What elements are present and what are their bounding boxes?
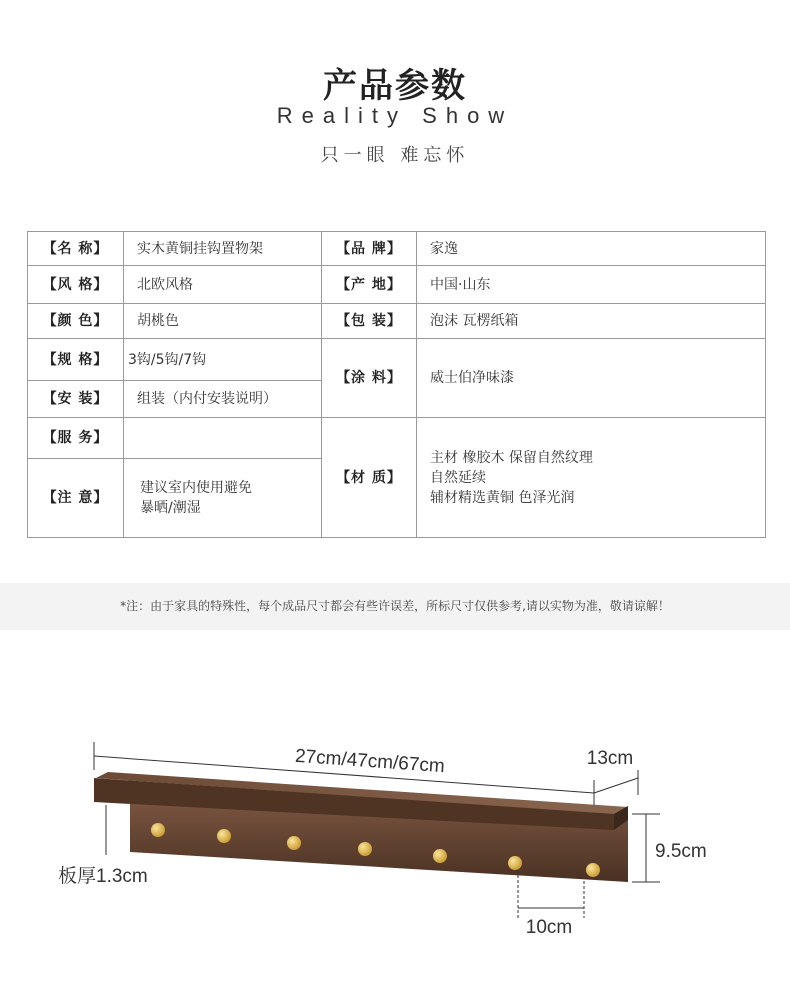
table-row xyxy=(28,303,766,338)
page-title: 产品参数 xyxy=(323,66,467,106)
name-value: 实木黄铜挂钩置物架 xyxy=(124,232,322,266)
coating-value: 威士伯净味漆 xyxy=(417,339,766,418)
thickness-label: 板厚1.3cm xyxy=(58,866,148,887)
size-label: 【规 格】 xyxy=(28,339,124,381)
table-row xyxy=(28,339,766,381)
material-value xyxy=(417,418,766,538)
coating-label: 【涂 料】 xyxy=(322,339,417,418)
install-value: 组装（内付安装说明） xyxy=(124,380,322,417)
brass-hook-2 xyxy=(217,829,231,843)
brass-hook-5 xyxy=(433,849,447,863)
package-value: 泡沫 瓦楞纸箱 xyxy=(417,303,766,338)
brand-label: 【品 牌】 xyxy=(322,232,417,266)
origin-label: 【产 地】 xyxy=(322,266,417,303)
color-value: 胡桃色 xyxy=(124,303,322,338)
brand-value: 家逸 xyxy=(417,232,766,266)
brass-hook-4 xyxy=(358,842,372,856)
service-label: 【服 务】 xyxy=(28,418,124,459)
subtitle-english: Reality Show xyxy=(276,103,514,128)
note-line-2: 暴晒/潮湿 xyxy=(140,499,201,516)
style-label: 【风 格】 xyxy=(28,266,124,303)
package-label: 【包 装】 xyxy=(322,303,417,338)
material-line-2: 自然延续 xyxy=(430,469,486,486)
brass-hook-3 xyxy=(287,836,301,850)
note-value xyxy=(124,458,322,537)
length-label: 27cm/47cm/67cm xyxy=(294,745,446,778)
size-value: 3钩/5钩/7钩 xyxy=(124,339,322,381)
service-value xyxy=(124,418,322,459)
brass-hook-1 xyxy=(151,823,165,837)
table-row xyxy=(28,266,766,303)
color-label: 【颜 色】 xyxy=(28,303,124,338)
material-line-1: 主材 橡胶木 保留自然纹理 xyxy=(430,449,593,466)
material-label: 【材 质】 xyxy=(322,418,417,538)
subtitle-chinese: 只一眼 难忘怀 xyxy=(320,145,470,166)
depth-label: 13cm xyxy=(586,748,634,769)
note-label: 【注 意】 xyxy=(28,458,124,537)
origin-value: 中国·山东 xyxy=(417,266,766,303)
material-line-3: 辅材精选黄铜 色泽光润 xyxy=(430,489,575,506)
install-label: 【安 装】 xyxy=(28,380,124,417)
size-notice: *注：由于家具的特殊性，每个成品尺寸都会有些许误差，所标尺寸仅供参考,请以实物为准，敬请谅解！ xyxy=(0,583,790,630)
table-row xyxy=(28,418,766,459)
brass-hook-7 xyxy=(586,863,600,877)
name-label: 【名 称】 xyxy=(28,232,124,266)
dimension-diagram xyxy=(0,700,790,960)
brass-hook-6 xyxy=(508,856,522,870)
height-label: 9.5cm xyxy=(655,841,707,862)
style-value: 北欧风格 xyxy=(124,266,322,303)
table-row xyxy=(28,232,766,266)
note-line-1: 建议室内使用避免 xyxy=(140,479,252,496)
spacing-label: 10cm xyxy=(525,917,573,938)
spec-table xyxy=(27,231,766,538)
